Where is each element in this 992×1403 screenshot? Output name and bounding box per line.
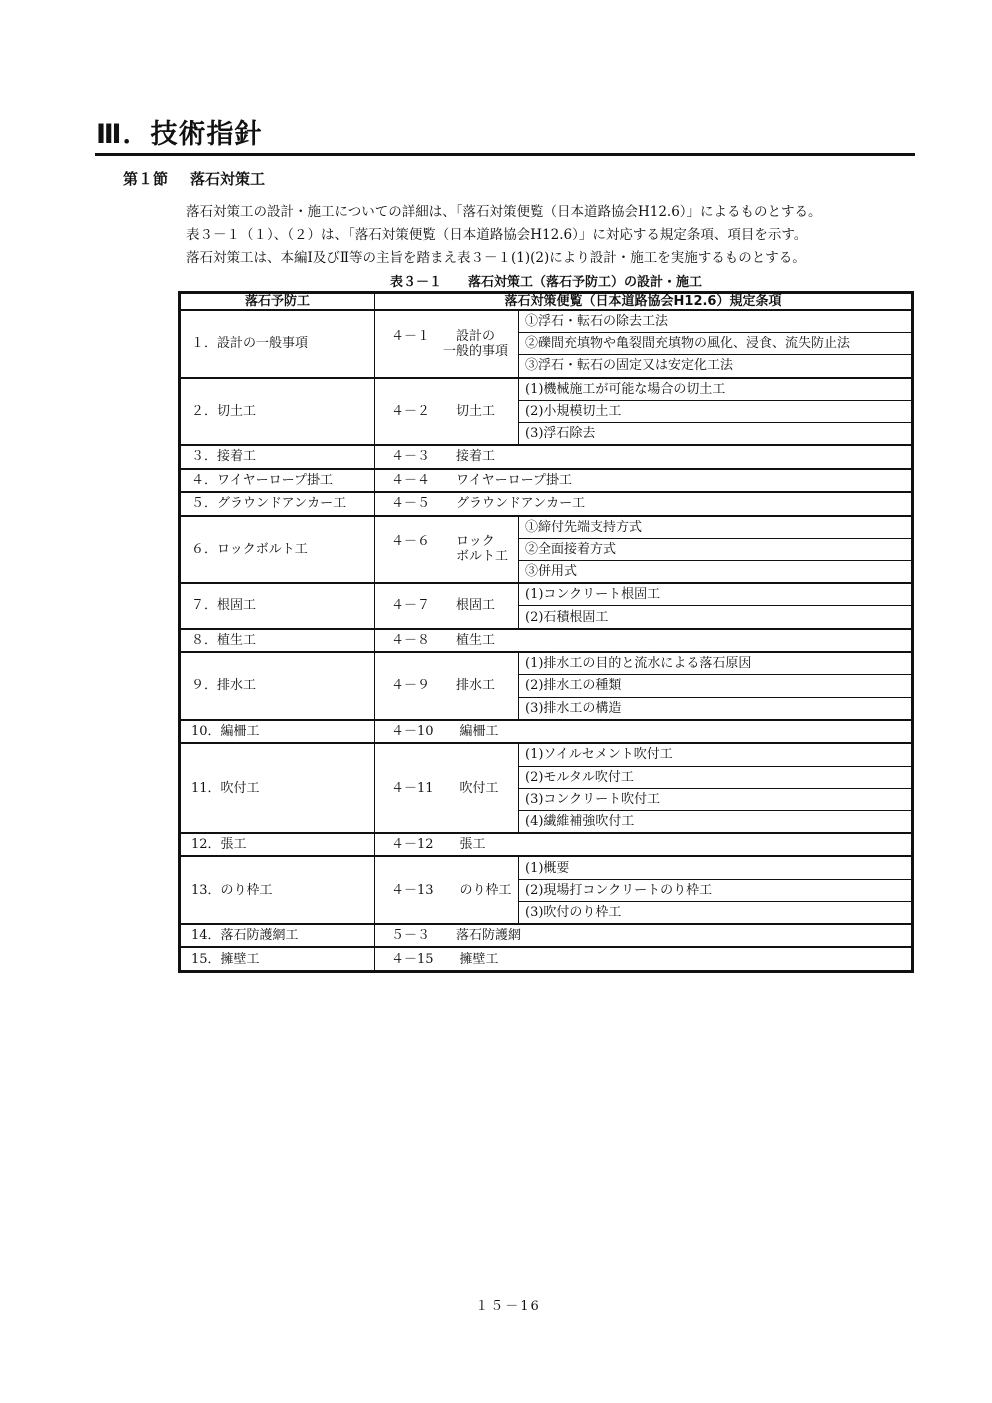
intro-line: 落石対策工は、本編Ⅰ及びⅡ等の主旨を踏まえ表３－１(1)(2)により設計・施工を実施するものとする。 <box>186 250 806 266</box>
item-cell: (3)排水工の構造 <box>519 697 912 720</box>
item-cell: ②全面接着方式 <box>519 538 912 560</box>
item-cell: (2)現場打コンクリートのり枠工 <box>519 879 912 901</box>
page-number: １５－16 <box>475 1299 541 1314</box>
item-cell: (1)概要 <box>519 856 912 879</box>
work-type-cell: １．設計の一般事項 <box>181 310 375 378</box>
table-row <box>181 516 912 539</box>
clause-cell: ４－11 吹付工 <box>375 743 519 833</box>
clause-cell: ４－10 編柵工 <box>375 720 912 743</box>
table-row <box>181 947 912 970</box>
table-row <box>181 310 912 333</box>
item-cell: (3)コンクリート吹付工 <box>519 788 912 810</box>
item-cell: ③浮石・転石の固定又は安定化工法 <box>519 355 912 378</box>
work-type-cell: 11．吹付工 <box>181 743 375 833</box>
table-row <box>181 583 912 606</box>
table-row <box>181 629 912 652</box>
work-type-cell: 13．のり枠工 <box>181 856 375 924</box>
clause-cell: ４－15 擁壁工 <box>375 947 912 970</box>
intro-text <box>186 201 906 270</box>
work-type-cell: ４．ワイヤーロープ掛工 <box>181 469 375 492</box>
item-cell: (2)小規模切土工 <box>519 400 912 422</box>
item-cell: (2)モルタル吹付工 <box>519 766 912 788</box>
clause-cell: ４－３ 接着工 <box>375 445 912 468</box>
work-type-cell: 10．編柵工 <box>181 720 375 743</box>
table-row <box>181 856 912 879</box>
table-row <box>181 924 912 947</box>
clause-cell: ４－９ 排水工 <box>375 652 519 720</box>
table-row <box>181 652 912 675</box>
item-cell: ②礫間充填物や亀裂間充填物の風化、浸食、流失防止法 <box>519 333 912 355</box>
work-type-cell: ２．切土工 <box>181 378 375 446</box>
item-cell: (2)石積根固工 <box>519 606 912 629</box>
table-row <box>181 833 912 856</box>
header-handbook-clauses: 落石対策便覧（日本道路協会H12.6）規定条項 <box>375 294 912 311</box>
item-cell: ③併用式 <box>519 560 912 583</box>
table-header-row <box>181 294 912 311</box>
work-type-cell: ５．グラウンドアンカー工 <box>181 492 375 515</box>
item-cell: ①締付先端支持方式 <box>519 516 912 539</box>
intro-line: 落石対策工の設計・施工についての詳細は、「落石対策便覧（日本道路協会H12.6）」によるものとする。 <box>186 204 822 220</box>
item-cell: (2)排水工の種類 <box>519 675 912 697</box>
clause-cell: ４－５ グラウンドアンカー工 <box>375 492 912 515</box>
section-heading <box>123 168 265 189</box>
clause-cell: ４－２ 切土工 <box>375 378 519 446</box>
item-cell: (3)浮石除去 <box>519 422 912 445</box>
work-type-cell: ８．植生工 <box>181 629 375 652</box>
table-row <box>181 378 912 401</box>
clause-cell: ４－６ ロック ボルト工 <box>375 516 519 584</box>
table-row <box>181 469 912 492</box>
clause-cell: ４－13 のり枠工 <box>375 856 519 924</box>
header-prevention-works: 落石予防工 <box>181 294 375 311</box>
section-number: 第１節 <box>123 170 169 188</box>
work-type-cell: ６．ロックボルト工 <box>181 516 375 584</box>
chapter-title: Ⅲ．技術指針 <box>96 119 263 150</box>
item-cell: (3)吹付のり枠工 <box>519 901 912 924</box>
item-cell: ①浮石・転石の除去工法 <box>519 310 912 333</box>
work-type-cell: 14．落石防護網工 <box>181 924 375 947</box>
table-row <box>181 445 912 468</box>
table-row <box>181 492 912 515</box>
work-type-cell: 12．張工 <box>181 833 375 856</box>
work-type-cell: ９．排水工 <box>181 652 375 720</box>
item-cell: (1)排水工の目的と流水による落石原因 <box>519 652 912 675</box>
table-row <box>181 743 912 766</box>
chapter-divider <box>95 153 915 156</box>
rockfall-table <box>178 291 914 973</box>
work-type-cell: ７．根固工 <box>181 583 375 629</box>
item-cell: (1)ソイルセメント吹付工 <box>519 743 912 766</box>
clause-cell: ４－12 張工 <box>375 833 912 856</box>
clause-cell: ４－１ 設計の 一般的事項 <box>375 310 519 378</box>
section-name: 落石対策工 <box>190 170 266 188</box>
table-caption: 表３－１ 落石対策工（落石予防工）の設計・施工 <box>389 275 702 290</box>
clause-cell: ４－４ ワイヤーロープ掛工 <box>375 469 912 492</box>
table-row <box>181 720 912 743</box>
item-cell: (1)コンクリート根固工 <box>519 583 912 606</box>
clause-cell: ５－３ 落石防護網 <box>375 924 912 947</box>
intro-line: 表３－１（１）、（２）は、「落石対策便覧（日本道路協会H12.6）」に対応する規定条項、項目を示す。 <box>186 227 808 243</box>
item-cell: (1)機械施工が可能な場合の切土工 <box>519 378 912 401</box>
work-type-cell: 15．擁壁工 <box>181 947 375 970</box>
clause-cell: ４－７ 根固工 <box>375 583 519 629</box>
item-cell: (4)繊維補強吹付工 <box>519 810 912 833</box>
clause-cell: ４－８ 植生工 <box>375 629 912 652</box>
work-type-cell: ３．接着工 <box>181 445 375 468</box>
